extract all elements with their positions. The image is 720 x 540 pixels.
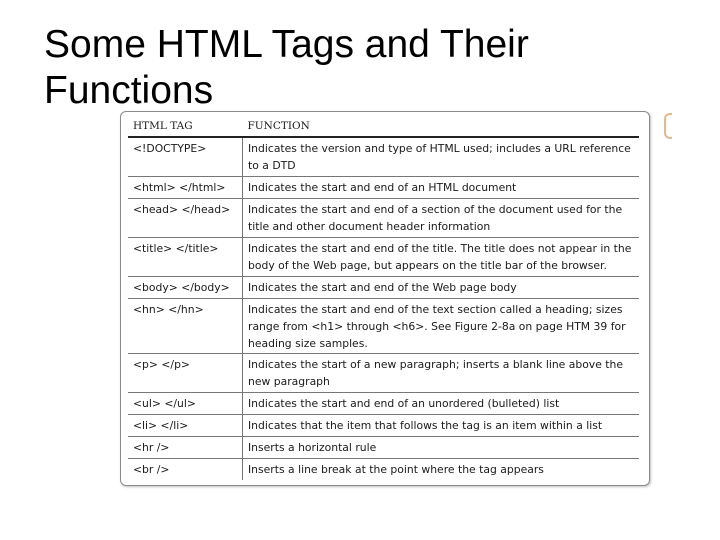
function-cell: Indicates the start of a new paragraph; inserts a blank line above the new paragraph: [243, 354, 640, 393]
tag-cell: <li> </li>: [128, 415, 243, 437]
slide-title: Some HTML Tags and Their Functions: [44, 23, 529, 112]
table-row: [128, 354, 639, 393]
html-tags-table: [128, 116, 639, 480]
table-row: [128, 238, 639, 277]
table-row: [128, 199, 639, 238]
function-cell: Indicates that the item that follows the tag is an item within a list: [243, 415, 640, 437]
table-row: [128, 393, 639, 415]
table-row: [128, 177, 639, 199]
function-cell: Indicates the start and end of the text section called a heading; sizes range from <h1> through <h6>. See Figure 2-8a on page HTM 39 for heading size samples.: [243, 299, 640, 354]
function-cell: Indicates the version and type of HTML used; includes a URL reference to a DTD: [243, 137, 640, 177]
function-cell: Inserts a horizontal rule: [243, 437, 640, 459]
table-row: [128, 277, 639, 299]
tag-cell: <title> </title>: [128, 238, 243, 277]
tag-cell: <ul> </ul>: [128, 393, 243, 415]
tag-cell: <!DOCTYPE>: [128, 137, 243, 177]
function-cell: Indicates the start and end of an unordered (bulleted) list: [243, 393, 640, 415]
tag-cell: <p> </p>: [128, 354, 243, 393]
tag-cell: <br />: [128, 459, 243, 481]
table-row: [128, 137, 639, 177]
function-cell: Indicates the start and end of an HTML document: [243, 177, 640, 199]
corner-decoration: [664, 113, 672, 139]
table-row: [128, 299, 639, 354]
tag-cell: <head> </head>: [128, 199, 243, 238]
table-row: [128, 415, 639, 437]
header-html-tag: HTML TAG: [128, 116, 243, 137]
function-cell: Indicates the start and end of the Web page body: [243, 277, 640, 299]
tag-cell: <hn> </hn>: [128, 299, 243, 354]
tag-cell: <hr />: [128, 437, 243, 459]
table-row: [128, 459, 639, 481]
tag-cell: <html> </html>: [128, 177, 243, 199]
function-cell: Indicates the start and end of the title. The title does not appear in the body of the Web page, but appears on the title bar of the browser.: [243, 238, 640, 277]
function-cell: Inserts a line break at the point where the tag appears: [248, 463, 544, 476]
function-cell: Indicates the start and end of a section of the document used for the title and other document header information: [243, 199, 640, 238]
tag-cell: <body> </body>: [128, 277, 243, 299]
table-row: [128, 437, 639, 459]
header-function: FUNCTION: [243, 116, 640, 137]
table-header-row: [128, 116, 639, 137]
